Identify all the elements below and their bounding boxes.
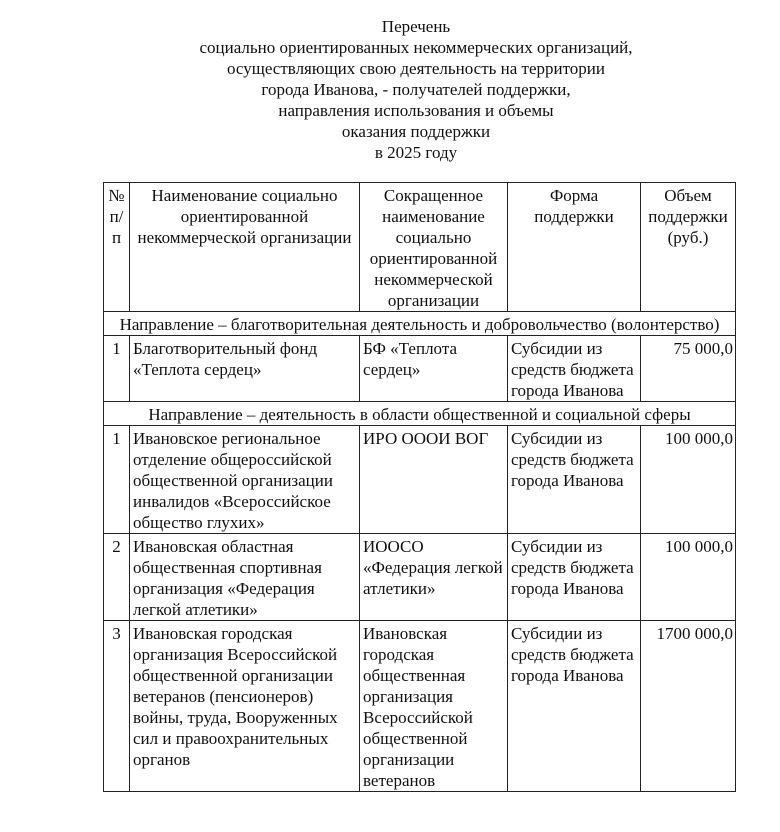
org-short-name: БФ «Теплота сердец» <box>360 336 508 402</box>
support-form: Субсидии из средств бюджета города Иванова <box>508 621 641 792</box>
table-row <box>104 534 736 621</box>
section-title: Направление – благотворительная деятельность и добровольчество (волонтерство) <box>104 312 736 336</box>
row-num: 2 <box>104 534 130 621</box>
organizations-table <box>103 182 736 792</box>
org-name: Ивановская городская организация Всероссийской общественной организации ветеранов (пенсионеров) войны, труда, Вооруженных сил и правоохранительных органов <box>130 621 360 792</box>
header-short-name: Сокращенное наименование социально ориентированной некоммерческой организации <box>360 183 508 312</box>
support-form: Субсидии из средств бюджета города Иванова <box>508 426 641 534</box>
header-num: № п/п <box>104 183 130 312</box>
title-line: социально ориентированных некоммерческих организаций, <box>199 38 633 57</box>
org-short-name: Ивановская городская общественная организация Всероссийской общественной организации ветеранов <box>360 621 508 792</box>
support-volume: 100 000,0 <box>641 426 736 534</box>
support-volume: 75 000,0 <box>641 336 736 402</box>
table-header-row <box>104 183 736 312</box>
support-volume: 100 000,0 <box>641 534 736 621</box>
row-num: 1 <box>104 336 130 402</box>
row-num: 3 <box>104 621 130 792</box>
support-form: Субсидии из средств бюджета города Иванова <box>508 336 641 402</box>
section-row <box>104 402 736 426</box>
row-num: 1 <box>104 426 130 534</box>
title-line: осуществляющих свою деятельность на территории <box>226 59 606 78</box>
title-line: в 2025 году <box>374 143 458 162</box>
org-name: Ивановская областная общественная спортивная организация «Федерация легкой атлетики» <box>130 534 360 621</box>
org-name: Благотворительный фонд «Теплота сердец» <box>130 336 360 402</box>
table-row <box>104 621 736 792</box>
support-volume: 1700 000,0 <box>641 621 736 792</box>
header-volume: Объем поддержки (руб.) <box>641 183 736 312</box>
document-title <box>0 16 780 163</box>
header-form: Форма поддержки <box>508 183 641 312</box>
table-row <box>104 426 736 534</box>
title-line: направления использования и объемы <box>278 101 554 120</box>
section-title: Направление – деятельность в области общественной и социальной сферы <box>104 402 736 426</box>
org-short-name: ИООСО «Федерация легкой атлетики» <box>360 534 508 621</box>
org-short-name: ИРО ОООИ ВОГ <box>360 426 508 534</box>
section-row <box>104 312 736 336</box>
header-name: Наименование социально ориентированной некоммерческой организации <box>130 183 360 312</box>
title-line: Перечень <box>381 17 451 36</box>
title-line: города Иванова, - получателей поддержки, <box>261 80 571 99</box>
title-line: оказания поддержки <box>341 122 491 141</box>
org-name: Ивановское региональное отделение общероссийской общественной организации инвалидов «Всероссийское общество глухих» <box>130 426 360 534</box>
table-row <box>104 336 736 402</box>
support-form: Субсидии из средств бюджета города Иванова <box>508 534 641 621</box>
